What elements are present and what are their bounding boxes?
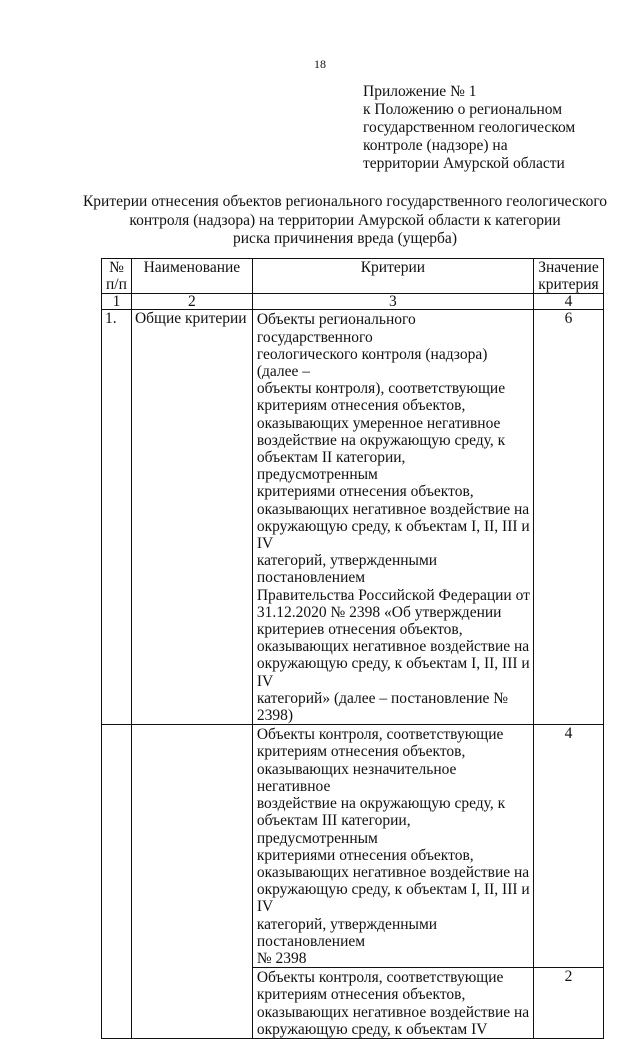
row-value: 6 — [533, 310, 603, 725]
appendix-line: Приложение № 1 — [363, 83, 477, 100]
table-row — [102, 310, 604, 725]
row-criteria: Объекты контроля, соответствующие критериям отнесения объектов, оказывающих незначительное негативное воздействие на окружающую среду, к объектам III категории, предусмотренным критериями отнесения объектов, оказывающих негативное воздействие на окружающую среду, к объектам I, II, III и IV категорий, утвержденными постановлением № 2398 — [252, 725, 533, 968]
appendix-line: территории Амурской области — [363, 155, 565, 172]
row-num: 1. — [102, 310, 132, 725]
table-row — [102, 968, 604, 1039]
criteria-table — [101, 258, 604, 1039]
appendix-line: к Положению о региональном — [363, 101, 563, 118]
appendix-line: контроле (надзоре) на — [363, 137, 508, 154]
title-line: Критерии отнесения объектов регионального государственного геологического — [82, 193, 608, 210]
appendix-line: государственном геологическом — [363, 119, 576, 136]
header-name: Наименование — [131, 259, 252, 294]
document-title — [60, 193, 630, 249]
title-line: контроля (надзора) на территории Амурской области к категории — [129, 211, 561, 229]
header-num: № п/п — [102, 259, 132, 294]
appendix-note — [363, 83, 613, 173]
row-name — [131, 968, 252, 1039]
header-criteria: Критерии — [252, 259, 533, 294]
title-line: риска причинения вреда (ущерба) — [233, 230, 457, 247]
column-number: 2 — [131, 294, 252, 310]
column-number: 1 — [102, 294, 132, 310]
table-row — [102, 725, 604, 968]
column-number-row — [102, 294, 604, 310]
row-value: 4 — [533, 725, 603, 968]
header-value: Значение критерия — [533, 259, 603, 294]
column-number: 3 — [252, 294, 533, 310]
table-header-row — [102, 259, 604, 294]
row-criteria: Объекты регионального государственного геологического контроля (надзора) (далее – объекты контроля), соответствующие критериям отнесения объектов, оказывающих умеренное негативное воздействие на окружающую среду, к объектам II категории, предусмотренным критериями отнесения объектов, оказывающих негативное воздействие на окружающую среду, к объектам I, II, III и IV категорий, утвержденными постановлением Правительства Российской Федерации от 31.12.2020 № 2398 «Об утверждении критериев отнесения объектов, оказывающих негативное воздействие на окружающую среду, к объектам I, II, III и IV категорий» (далее – постановление № 2398) — [252, 310, 533, 725]
row-value: 2 — [533, 968, 603, 1039]
column-number: 4 — [533, 294, 603, 310]
row-num — [102, 725, 132, 968]
row-name: Общие критерии — [131, 310, 252, 725]
row-name — [131, 725, 252, 968]
page-number: 18 — [314, 57, 326, 71]
row-criteria: Объекты контроля, соответствующие критериям отнесения объектов, оказывающих негативное воздействие на окружающую среду, к объектам IV — [252, 968, 533, 1039]
row-num — [102, 968, 132, 1039]
